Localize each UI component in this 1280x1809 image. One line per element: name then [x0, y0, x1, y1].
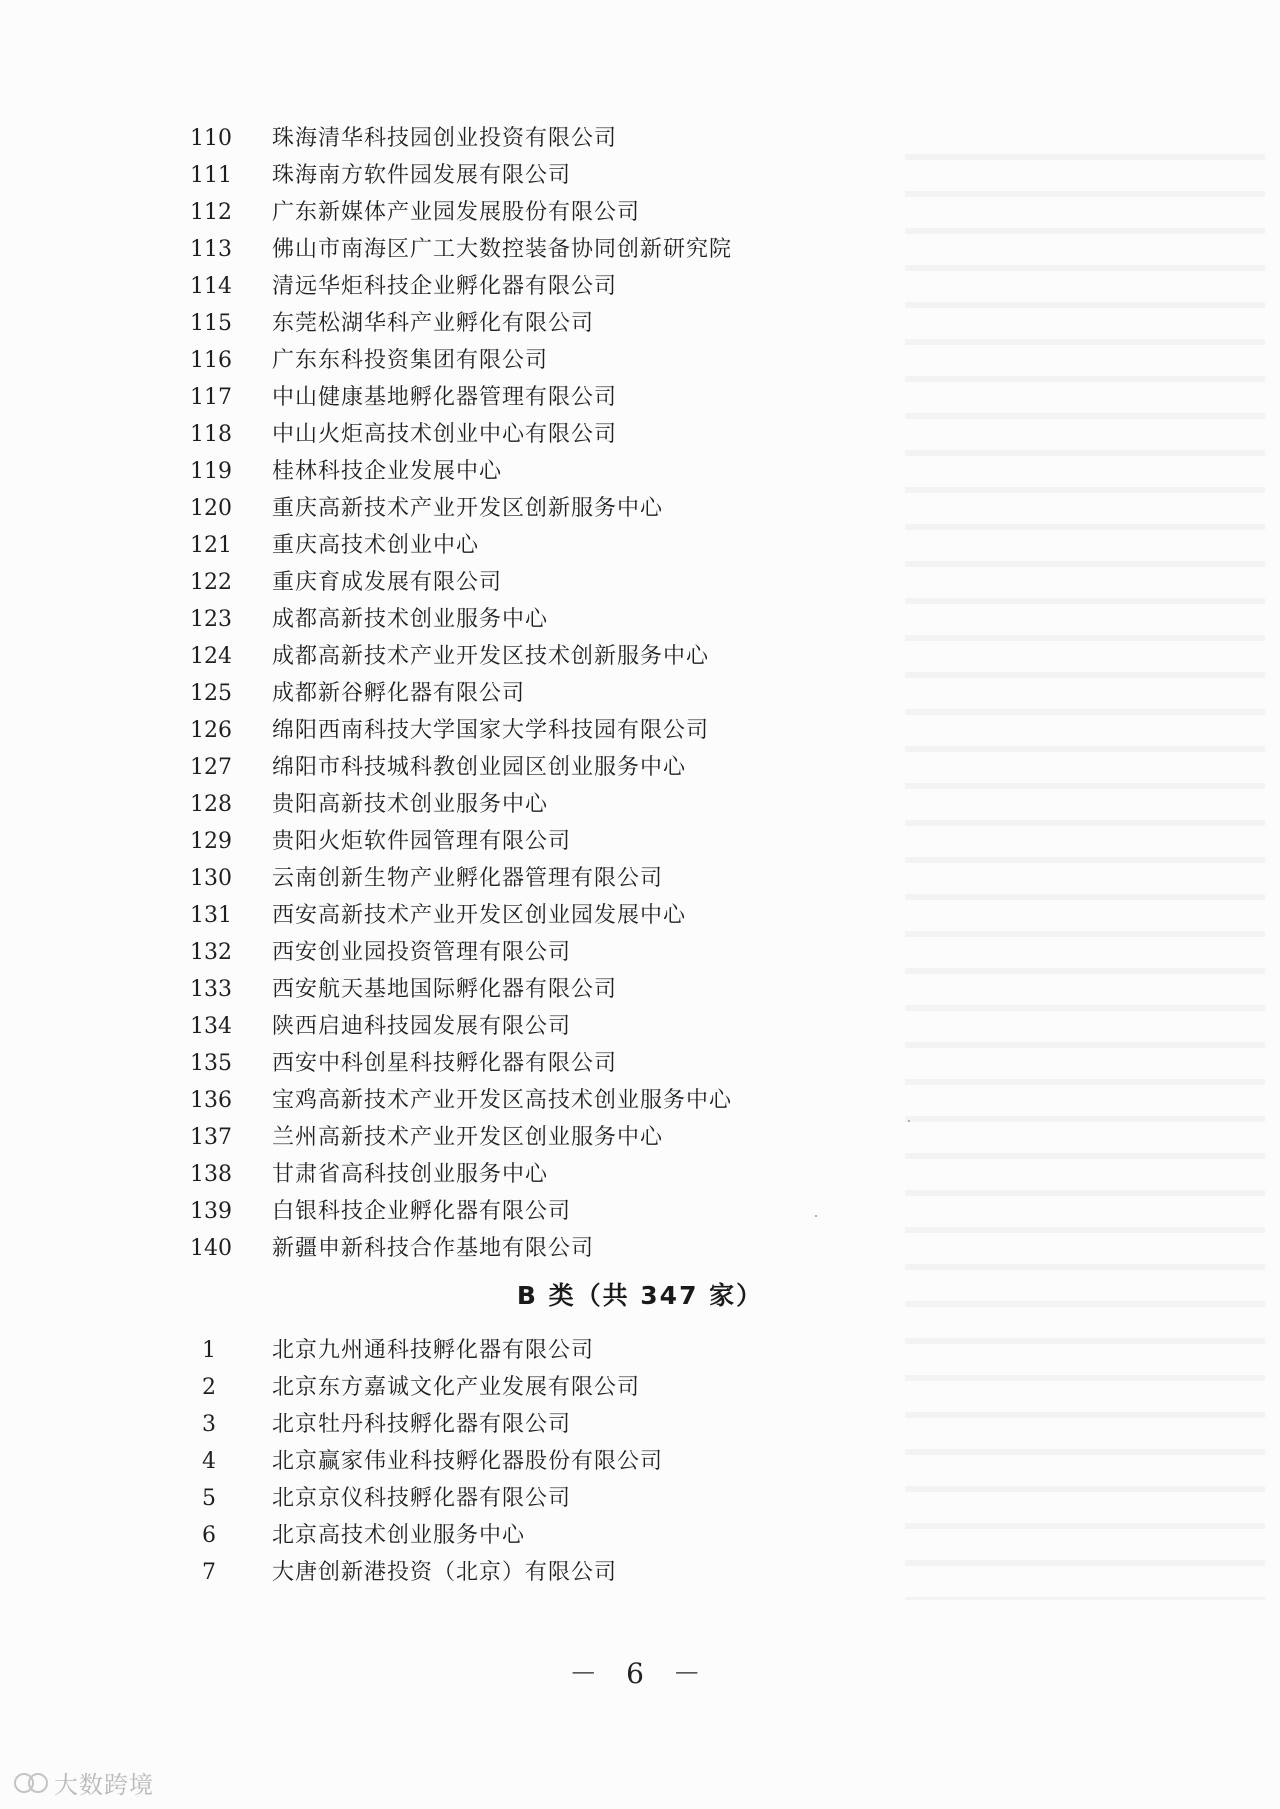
item-name: 佛山市南海区广工大数控装备协同创新研究院 [272, 237, 733, 262]
item-name: 西安高新技术产业开发区创业园发展中心 [272, 903, 687, 928]
list-item [0, 1232, 1280, 1266]
list-item [0, 1519, 1280, 1553]
item-name: 北京牡丹科技孵化器有限公司 [272, 1412, 572, 1437]
item-number: 4 [202, 1449, 216, 1474]
section-b-heading: B 类（共 347 家） [516, 1281, 764, 1310]
item-name: 广东东科投资集团有限公司 [272, 348, 549, 373]
item-name: 重庆高技术创业中心 [272, 533, 480, 558]
item-name: 北京赢家伟业科技孵化器股份有限公司 [272, 1449, 664, 1474]
item-number: 135 [190, 1051, 232, 1076]
list-item [0, 973, 1280, 1007]
item-number: 126 [190, 718, 232, 743]
list-item [0, 788, 1280, 822]
item-number: 130 [190, 866, 232, 891]
item-number: 137 [190, 1125, 232, 1150]
item-number: 6 [202, 1523, 216, 1548]
list-item [0, 381, 1280, 415]
item-name: 云南创新生物产业孵化器管理有限公司 [272, 866, 664, 891]
list-item [0, 1482, 1280, 1516]
item-name: 贵阳高新技术创业服务中心 [272, 792, 549, 817]
item-name: 中山健康基地孵化器管理有限公司 [272, 385, 618, 410]
page-number: － 6 － [569, 1657, 711, 1690]
list-item [0, 344, 1280, 378]
item-number: 123 [190, 607, 232, 632]
item-number: 132 [190, 940, 232, 965]
item-name: 白银科技企业孵化器有限公司 [272, 1199, 572, 1224]
item-number: 113 [190, 237, 232, 262]
item-number: 121 [190, 533, 232, 558]
item-number: 119 [190, 459, 232, 484]
item-name: 重庆高新技术产业开发区创新服务中心 [272, 496, 664, 521]
double-circle-logo-icon [14, 1769, 48, 1795]
item-name: 兰州高新技术产业开发区创业服务中心 [272, 1125, 664, 1150]
list-item [0, 122, 1280, 156]
item-number: 7 [202, 1560, 216, 1585]
item-number: 129 [190, 829, 232, 854]
item-name: 桂林科技企业发展中心 [272, 459, 503, 484]
item-name: 北京九州通科技孵化器有限公司 [272, 1338, 595, 1363]
list-item [0, 270, 1280, 304]
list-item [0, 677, 1280, 711]
list-item [0, 603, 1280, 637]
item-number: 110 [190, 126, 232, 151]
item-number: 124 [190, 644, 232, 669]
item-number: 5 [202, 1486, 216, 1511]
scan-speck [908, 1120, 910, 1122]
item-number: 138 [190, 1162, 232, 1187]
list-item [0, 825, 1280, 859]
item-number: 120 [190, 496, 232, 521]
item-number: 139 [190, 1199, 232, 1224]
watermark-text: 大数跨境 [54, 1770, 154, 1799]
item-number: 133 [190, 977, 232, 1002]
item-name: 大唐创新港投资（北京）有限公司 [272, 1560, 618, 1585]
list-item [0, 714, 1280, 748]
item-number: 1 [202, 1338, 216, 1363]
list-item [0, 1084, 1280, 1118]
item-name: 陕西启迪科技园发展有限公司 [272, 1014, 572, 1039]
list-item [0, 1195, 1280, 1229]
scan-speck [815, 1215, 817, 1217]
list-item [0, 1121, 1280, 1155]
list-item [0, 1408, 1280, 1442]
list-item [0, 1047, 1280, 1081]
item-number: 118 [190, 422, 232, 447]
list-item [0, 529, 1280, 563]
list-item [0, 1445, 1280, 1479]
list-item [0, 492, 1280, 526]
item-name: 西安中科创星科技孵化器有限公司 [272, 1051, 618, 1076]
item-name: 贵阳火炬软件园管理有限公司 [272, 829, 572, 854]
item-name: 宝鸡高新技术产业开发区高技术创业服务中心 [272, 1088, 733, 1113]
list-item [0, 1556, 1280, 1590]
list-item [0, 196, 1280, 230]
item-number: 127 [190, 755, 232, 780]
list-item [0, 307, 1280, 341]
item-name: 成都高新技术产业开发区技术创新服务中心 [272, 644, 710, 669]
list-item [0, 418, 1280, 452]
list-item [0, 862, 1280, 896]
item-number: 114 [190, 274, 232, 299]
item-name: 中山火炬高技术创业中心有限公司 [272, 422, 618, 447]
item-name: 东莞松湖华科产业孵化有限公司 [272, 311, 595, 336]
item-number: 117 [190, 385, 232, 410]
list-item [0, 751, 1280, 785]
item-number: 131 [190, 903, 232, 928]
item-number: 111 [190, 163, 232, 188]
item-name: 新疆申新科技合作基地有限公司 [272, 1236, 595, 1261]
list-item [0, 640, 1280, 674]
list-item [0, 1371, 1280, 1405]
item-number: 2 [202, 1375, 216, 1400]
item-name: 甘肃省高科技创业服务中心 [272, 1162, 549, 1187]
list-item [0, 1010, 1280, 1044]
item-name: 成都高新技术创业服务中心 [272, 607, 549, 632]
item-name: 北京高技术创业服务中心 [272, 1523, 526, 1548]
item-name: 绵阳市科技城科教创业园区创业服务中心 [272, 755, 687, 780]
item-name: 北京京仪科技孵化器有限公司 [272, 1486, 572, 1511]
item-number: 116 [190, 348, 232, 373]
item-number: 3 [202, 1412, 216, 1437]
item-number: 115 [190, 311, 232, 336]
list-item [0, 899, 1280, 933]
list-item [0, 936, 1280, 970]
watermark [14, 1764, 154, 1800]
item-name: 清远华炬科技企业孵化器有限公司 [272, 274, 618, 299]
item-name: 重庆育成发展有限公司 [272, 570, 503, 595]
list-item [0, 233, 1280, 267]
item-number: 134 [190, 1014, 232, 1039]
item-number: 122 [190, 570, 232, 595]
item-name: 西安创业园投资管理有限公司 [272, 940, 572, 965]
list-item [0, 1158, 1280, 1192]
item-name: 成都新谷孵化器有限公司 [272, 681, 526, 706]
list-item [0, 455, 1280, 489]
item-name: 广东新媒体产业园发展股份有限公司 [272, 200, 641, 225]
item-name: 珠海南方软件园发展有限公司 [272, 163, 572, 188]
item-name: 珠海清华科技园创业投资有限公司 [272, 126, 618, 151]
item-name: 北京东方嘉诚文化产业发展有限公司 [272, 1375, 641, 1400]
item-name: 绵阳西南科技大学国家大学科技园有限公司 [272, 718, 710, 743]
list-item [0, 1334, 1280, 1368]
item-number: 128 [190, 792, 232, 817]
item-number: 125 [190, 681, 232, 706]
item-name: 西安航天基地国际孵化器有限公司 [272, 977, 618, 1002]
item-number: 140 [190, 1236, 232, 1261]
list-item [0, 566, 1280, 600]
item-number: 112 [190, 200, 232, 225]
list-item [0, 159, 1280, 193]
item-number: 136 [190, 1088, 232, 1113]
